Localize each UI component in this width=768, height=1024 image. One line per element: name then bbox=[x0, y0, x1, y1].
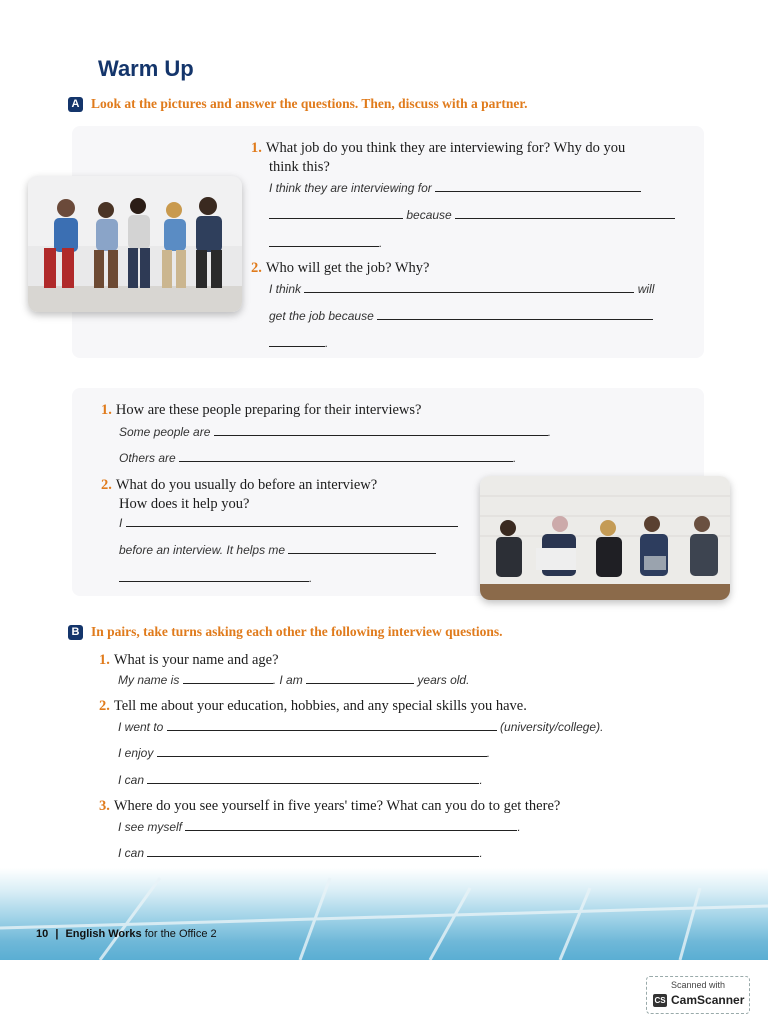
answer-prompt: because bbox=[406, 208, 452, 222]
question-number: 2. bbox=[99, 698, 110, 714]
answer-line bbox=[269, 208, 675, 222]
footer-page-info: 10 | English Works for the Office 2 bbox=[36, 928, 217, 940]
page-number: 10 bbox=[36, 928, 49, 940]
blank-field[interactable] bbox=[288, 543, 436, 554]
camscanner-watermark bbox=[646, 976, 750, 1014]
section-a-text: Look at the pictures and answer the questions. Then, discuss with a partner. bbox=[91, 96, 528, 111]
answer-prompt: I went to bbox=[118, 720, 164, 734]
answer-prompt: . I am bbox=[272, 673, 303, 687]
section-b-instruction bbox=[68, 624, 503, 640]
blank-field[interactable] bbox=[147, 773, 479, 784]
blank-field[interactable] bbox=[304, 282, 634, 293]
question-number: 1. bbox=[101, 402, 112, 418]
question-a1 bbox=[251, 139, 701, 177]
camscanner-logo-icon: CS bbox=[654, 996, 666, 1005]
blank-field[interactable] bbox=[157, 746, 487, 757]
blank-field[interactable] bbox=[269, 236, 379, 247]
answer-prompt: I can bbox=[118, 846, 145, 860]
interview-photo-casual bbox=[28, 176, 242, 312]
question-a4 bbox=[101, 476, 377, 514]
blank-field[interactable] bbox=[126, 516, 458, 527]
answer-line: Others are . bbox=[119, 451, 517, 465]
question-text: How are these people preparing for their interviews? bbox=[115, 402, 422, 418]
watermark-brand: CamScanner bbox=[671, 993, 745, 1007]
answer-prompt: I think bbox=[269, 282, 302, 296]
answer-prompt: years old. bbox=[417, 673, 470, 687]
question-b1 bbox=[99, 651, 279, 670]
blank-field[interactable] bbox=[183, 673, 273, 684]
blank-field[interactable] bbox=[455, 208, 675, 219]
answer-line: I see myself . bbox=[118, 820, 521, 834]
answer-line: . bbox=[269, 236, 382, 250]
book-title-bold: English Works bbox=[65, 928, 142, 940]
question-b2 bbox=[99, 697, 527, 716]
question-number: 1. bbox=[251, 140, 262, 156]
blank-field[interactable] bbox=[214, 425, 548, 436]
question-text-cont: think this? bbox=[269, 159, 330, 175]
answer-prompt: I bbox=[119, 516, 123, 530]
question-text: What do you usually do before an interview? bbox=[115, 477, 378, 493]
answer-line: . bbox=[119, 571, 312, 585]
book-title-rest: for the Office 2 bbox=[144, 928, 217, 940]
answer-prompt: get the job because bbox=[269, 309, 374, 323]
blank-field[interactable] bbox=[119, 571, 309, 582]
footer-banner bbox=[0, 868, 768, 960]
answer-prompt: Others are bbox=[119, 451, 176, 465]
section-a-letter: A bbox=[68, 97, 83, 112]
answer-line bbox=[118, 673, 469, 687]
answer-line bbox=[119, 516, 458, 530]
answer-line bbox=[118, 720, 603, 734]
blank-field[interactable] bbox=[269, 208, 403, 219]
section-a-instruction bbox=[68, 96, 527, 112]
question-b3 bbox=[99, 797, 560, 816]
question-a3 bbox=[101, 401, 421, 420]
question-number: 3. bbox=[99, 798, 110, 814]
answer-line: I enjoy . bbox=[118, 746, 491, 760]
answer-prompt: Some people are bbox=[119, 425, 211, 439]
answer-line: . bbox=[269, 336, 328, 350]
blank-field[interactable] bbox=[377, 309, 653, 320]
answer-line bbox=[269, 309, 653, 323]
blank-field[interactable] bbox=[435, 181, 641, 192]
question-number: 2. bbox=[101, 477, 112, 493]
watermark-caption: Scanned with bbox=[670, 980, 726, 990]
answer-line: I can . bbox=[118, 773, 483, 787]
answer-line bbox=[269, 282, 654, 296]
answer-line bbox=[269, 181, 641, 195]
question-text: Who will get the job? Why? bbox=[265, 260, 430, 276]
section-b-letter: B bbox=[68, 625, 83, 640]
answer-line: I can . bbox=[118, 846, 483, 860]
question-number: 1. bbox=[99, 652, 110, 668]
question-a2 bbox=[251, 259, 430, 278]
answer-prompt: will bbox=[637, 282, 655, 296]
answer-prompt: before an interview. It helps me bbox=[119, 543, 286, 557]
blank-field[interactable] bbox=[147, 846, 479, 857]
answer-prompt: My name is bbox=[118, 673, 180, 687]
answer-prompt: I can bbox=[118, 773, 145, 787]
blank-field[interactable] bbox=[269, 336, 325, 347]
blank-field[interactable] bbox=[306, 673, 414, 684]
blank-field[interactable] bbox=[167, 720, 497, 731]
interview-photo-business bbox=[480, 476, 730, 600]
question-text-cont: How does it help you? bbox=[119, 496, 250, 512]
section-b-text: In pairs, take turns asking each other the following interview questions. bbox=[91, 624, 503, 639]
question-number: 2. bbox=[251, 260, 262, 276]
answer-line bbox=[119, 543, 436, 557]
question-text: What is your name and age? bbox=[113, 652, 279, 668]
answer-prompt: (university/college). bbox=[500, 720, 604, 734]
blank-field[interactable] bbox=[185, 820, 517, 831]
page-title: Warm Up bbox=[98, 56, 194, 81]
question-text: Where do you see yourself in five years' time? What can you do to get there? bbox=[113, 798, 561, 814]
answer-prompt: I enjoy bbox=[118, 746, 154, 760]
answer-prompt: I think they are interviewing for bbox=[269, 181, 432, 195]
answer-prompt: I see myself bbox=[118, 820, 183, 834]
answer-line: Some people are . bbox=[119, 425, 552, 439]
question-text: Tell me about your education, hobbies, and any special skills you have. bbox=[113, 698, 527, 714]
question-text: What job do you think they are interviewing for? Why do you bbox=[265, 140, 626, 156]
blank-field[interactable] bbox=[179, 451, 513, 462]
